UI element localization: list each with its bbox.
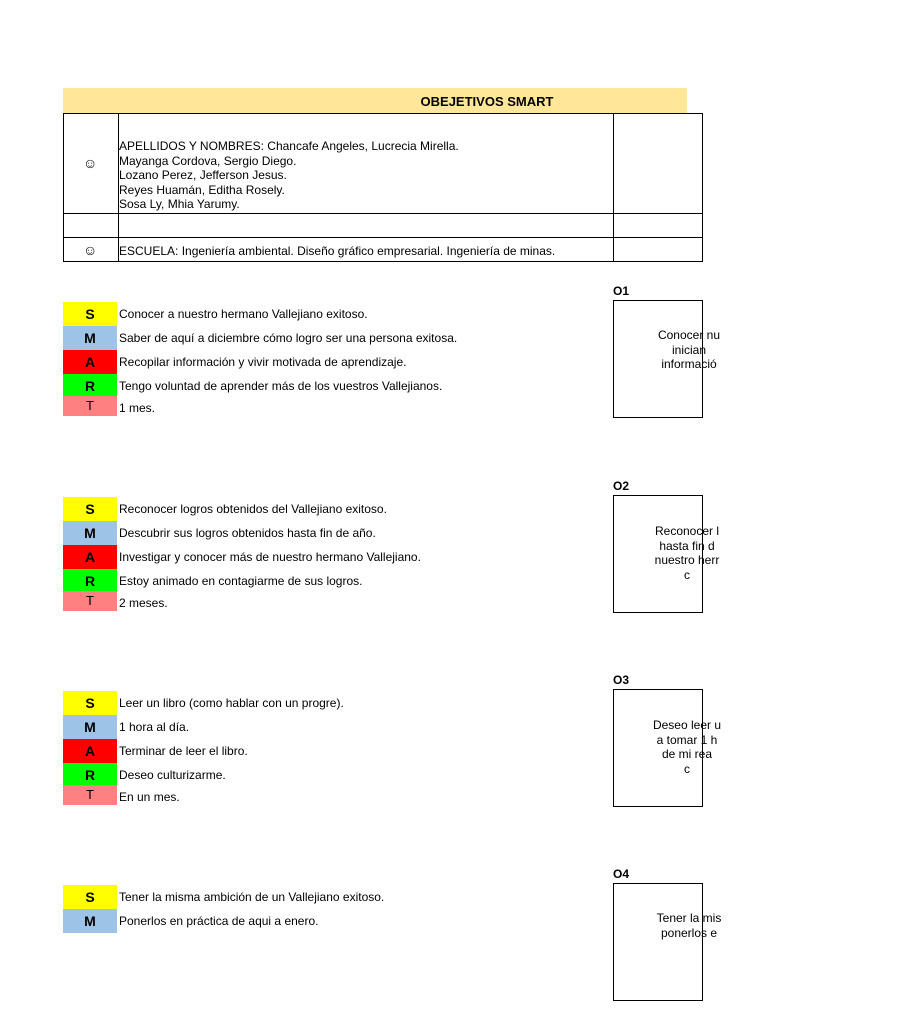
- objective-summary-box: [613, 495, 720, 613]
- smart-description: Conocer a nuestro hermano Vallejiano exitoso.: [119, 307, 368, 321]
- smart-description: 1 mes.: [119, 401, 156, 415]
- name-line: Sosa Ly, Mhia Yarumy.: [119, 197, 240, 211]
- smart-letter-a: A: [63, 350, 117, 374]
- sheet-title: OBEJETIVOS SMART: [420, 94, 554, 109]
- smart-letter-s: S: [63, 497, 117, 521]
- smart-description: Tener la misma ambición de un Vallejiano exitoso.: [119, 890, 385, 904]
- smart-letter-m: M: [63, 909, 117, 933]
- smart-description: Recopilar información y vivir motivada de aprendizaje.: [119, 355, 407, 369]
- smart-description: Saber de aquí a diciembre cómo logro ser una persona exitosa.: [119, 331, 458, 345]
- smart-description: Reconocer logros obtenidos del Vallejiano exitoso.: [119, 502, 387, 516]
- icon-column-divider: [63, 113, 119, 262]
- name-line: APELLIDOS Y NOMBRES: Chancafe Angeles, Lucrecia Mirella.: [119, 139, 459, 153]
- name-line: Mayanga Cordova, Sergio Diego.: [119, 153, 297, 168]
- school-text: ESCUELA: Ingeniería ambiental. Diseño gráfico empresarial. Ingeniería de minas.: [119, 244, 556, 258]
- smart-letter-a: A: [63, 739, 117, 763]
- smart-letter-t: T: [63, 591, 117, 611]
- smart-letter-s: S: [63, 691, 117, 715]
- student-names: [119, 139, 459, 212]
- objective-summary-box: [613, 689, 722, 807]
- summary-line: c: [684, 567, 690, 582]
- objective-summary-box: [613, 300, 721, 418]
- summary-line: Deseo leer u: [652, 718, 722, 732]
- objective-label: O2: [613, 479, 630, 493]
- smart-letter-t: T: [63, 785, 117, 805]
- school-side-cell: [613, 237, 703, 262]
- smart-letter-s: S: [63, 885, 117, 909]
- smart-description: En un mes.: [119, 790, 180, 804]
- empty-row-cell: [63, 213, 614, 238]
- smart-description: 1 hora al día.: [119, 720, 190, 734]
- smart-letter-a: A: [63, 545, 117, 569]
- objective-label: O3: [613, 673, 630, 687]
- smart-description: Leer un libro (como hablar con un progre).: [119, 696, 344, 710]
- smart-letter-r: R: [63, 763, 117, 787]
- summary-line: Reconocer l: [654, 524, 720, 538]
- smiley-icon: ☺: [83, 155, 98, 171]
- smart-letter-r: R: [63, 374, 117, 398]
- smart-letter-r: R: [63, 569, 117, 593]
- summary-line: Conocer nu: [657, 328, 721, 342]
- smart-letter-m: M: [63, 326, 117, 350]
- smart-letter-m: M: [63, 715, 117, 739]
- objective-summary-box: [613, 883, 722, 1001]
- smart-description: Estoy animado en contagiarme de sus logros.: [119, 574, 363, 588]
- name-line: Lozano Perez, Jefferson Jesus.: [119, 168, 287, 182]
- summary-line: a tomar 1 h: [656, 732, 718, 747]
- name-line: Reyes Huamán, Editha Rosely.: [119, 182, 285, 197]
- names-side-cell: [613, 113, 703, 214]
- summary-line: c: [684, 761, 690, 776]
- objective-label: O4: [613, 867, 630, 881]
- summary-line: informació: [661, 357, 717, 371]
- smart-letter-m: M: [63, 521, 117, 545]
- summary-line: nuestro herr: [654, 553, 720, 567]
- summary-line: inician: [671, 342, 707, 357]
- summary-line: hasta fin d: [659, 538, 715, 553]
- smart-description: Deseo culturizarme.: [119, 768, 226, 782]
- smart-description: Tengo voluntad de aprender más de los vuestros Vallejianos.: [119, 379, 443, 393]
- summary-line: de mi rea: [661, 747, 713, 761]
- smart-description: Ponerlos en práctica de aqui a enero.: [119, 914, 319, 928]
- smart-description: Terminar de leer el libro.: [119, 744, 248, 758]
- summary-line: ponerlos e: [660, 925, 718, 940]
- smart-description: Descubrir sus logros obtenidos hasta fin de año.: [119, 526, 376, 540]
- smiley-icon: ☺: [83, 242, 98, 258]
- empty-row-side-cell: [613, 213, 703, 238]
- smart-letter-s: S: [63, 302, 117, 326]
- smart-description: Investigar y conocer más de nuestro hermano Vallejiano.: [119, 550, 421, 564]
- summary-line: Tener la mis: [656, 911, 722, 925]
- objective-label: O1: [613, 284, 630, 298]
- smart-description: 2 meses.: [119, 596, 168, 610]
- smart-letter-t: T: [63, 396, 117, 416]
